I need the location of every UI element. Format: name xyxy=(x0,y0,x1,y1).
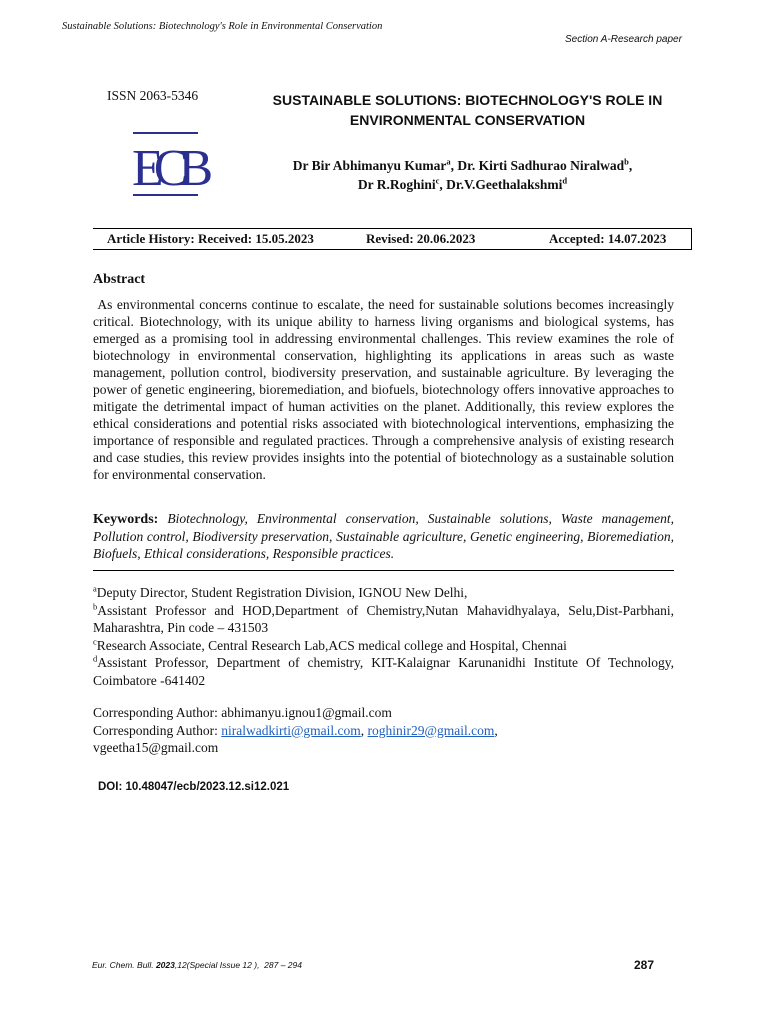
corresponding-label: Corresponding Author: xyxy=(93,722,222,738)
keywords-text: Biotechnology, Environmental conservation, Sustainable solutions, Waste management, Pollution control, Biodiversity preservation, Sustainable agriculture, Genetic engineering, Bioremediation, Biofuels, Ethical considerations, Responsible practices. xyxy=(93,511,674,561)
abstract-text: As environmental concerns continue to escalate, the need for sustainable solutions becomes increasingly critical. Biotechnology, with its unique ability to harness living organisms and biological systems, has emerged as a promising tool in addressing environmental challenges. This review examines the role of biotechnology in environmental conservation, highlighting its applications in areas such as waste management, pollution control, biodiversity preservation, and sustainable agriculture. By leveraging the power of genetic engineering, bioremediation, and biofuels, biotechnology offers innovative approaches to mitigate the detrimental impact of human activities on the planet. Additionally, this review explores the ethical considerations and potential risks associated with biotechnological interventions, emphasizing the importance of responsible and regulated practices. Through a comprehensive analysis of existing research and case studies, this review provides insights into the potential of biotechnology as a sustainable solution for environmental conservation. xyxy=(93,297,675,482)
keywords xyxy=(93,510,674,562)
affiliation-text: Research Associate, Central Research Lab,ACS medical college and Hospital, Chennai xyxy=(96,637,567,653)
separator: , xyxy=(494,722,498,738)
paper-title xyxy=(240,90,695,130)
affiliation-marker: d xyxy=(93,653,98,664)
corresponding-authors xyxy=(93,704,674,757)
received-date: Article History: Received: 15.05.2023 xyxy=(107,231,314,246)
author-3: Dr R.Roghini xyxy=(357,177,436,192)
affiliation-text: Deputy Director, Student Registration Division, IGNOU New Delhi, xyxy=(96,585,468,600)
corresponding-line-3: vgeetha15@gmail.com xyxy=(93,740,219,755)
footer-pages: 287 – 294 xyxy=(264,960,302,970)
author-3-affil: c xyxy=(435,175,440,186)
author-separator: , xyxy=(628,158,633,173)
author-separator: , xyxy=(439,177,447,192)
author-4: Dr.V.Geethalakshmi xyxy=(446,177,563,192)
section-label: Section A-Research paper xyxy=(565,34,682,45)
affiliation-marker: b xyxy=(93,601,98,611)
affiliation-d xyxy=(93,654,674,689)
affiliation-text: Assistant Professor and HOD,Department of Chemistry,Nutan Mahavidhyalaya, Selu,Dist-Parbhani, Maharashtra, Pin code – 431503 xyxy=(93,602,674,635)
article-history xyxy=(93,228,692,250)
affiliation-a xyxy=(93,584,674,602)
author-separator: , xyxy=(450,158,458,173)
separator: , xyxy=(360,722,368,738)
revised-date: Revised: 20.06.2023 xyxy=(366,231,476,246)
author-4-affil: d xyxy=(562,175,568,186)
abstract-body xyxy=(93,296,674,483)
issn: ISSN 2063-5346 xyxy=(107,88,199,103)
affiliation-marker: a xyxy=(93,583,97,594)
author-2: Dr. Kirti Sadhurao Niralwad xyxy=(457,158,625,173)
abstract-heading: Abstract xyxy=(93,272,146,287)
affiliation-marker: c xyxy=(93,636,97,646)
footer-year: 2023 xyxy=(155,960,175,970)
journal-logo xyxy=(130,130,216,198)
doi: DOI: 10.48047/ecb/2023.12.si12.021 xyxy=(98,781,290,793)
page-number: 287 xyxy=(634,958,655,972)
title-line-2: ENVIRONMENTAL CONSERVATION xyxy=(349,112,586,128)
corresponding-line-1: Corresponding Author: abhimanyu.ignou1@gmail.com xyxy=(93,705,392,720)
affiliation-c xyxy=(93,637,674,655)
corresponding-line-2 xyxy=(93,722,674,740)
logo-letters: ECB xyxy=(132,140,204,197)
footer-journal: Eur. Chem. Bull. xyxy=(92,960,156,970)
affiliation-text: Assistant Professor, Department of chemistry, KIT-Kalaignar Karunanidhi Institute Of Technology, Coimbatore -641402 xyxy=(93,655,674,688)
email-link-niralwad[interactable]: niralwadkirti@gmail.com xyxy=(221,722,361,738)
author-1: Dr Bir Abhimanyu Kumar xyxy=(292,158,447,173)
keywords-label: Keywords: xyxy=(93,512,159,527)
accepted-date: Accepted: 14.07.2023 xyxy=(549,231,667,246)
title-line-1: SUSTAINABLE SOLUTIONS: BIOTECHNOLOGY'S ROLE IN xyxy=(272,92,663,108)
footer-issue: ,12(Special Issue 12 ), xyxy=(174,960,260,970)
author-1-affil: a xyxy=(446,156,451,167)
author-2-affil: b xyxy=(624,156,629,167)
divider xyxy=(93,570,674,571)
affiliations xyxy=(93,584,674,689)
author-list xyxy=(245,156,680,194)
footer-citation xyxy=(92,960,302,970)
email-link-roghini[interactable]: roghinir29@gmail.com xyxy=(367,722,495,738)
affiliation-b xyxy=(93,602,674,637)
running-header: Sustainable Solutions: Biotechnology's Role in Environmental Conservation xyxy=(62,21,383,32)
